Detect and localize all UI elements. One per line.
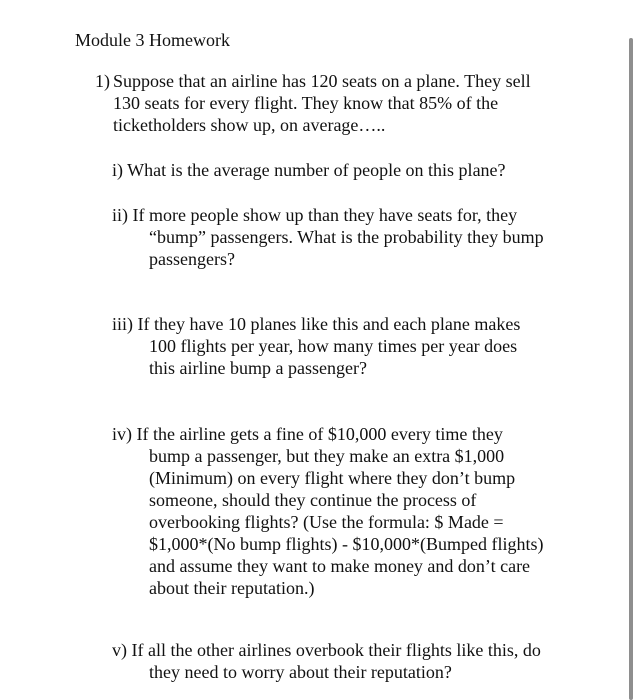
subquestion-iv: [112, 423, 582, 599]
subquestion-line: this airline bump a passenger?: [149, 358, 367, 378]
subquestion-line: iv) If the airline gets a fine of $10,000 every time they: [112, 424, 503, 444]
subquestion-i: [112, 159, 582, 181]
subquestion-line: $1,000*(No bump flights) - $10,000*(Bumped flights): [149, 534, 544, 554]
subquestion-line: i) What is the average number of people on this plane?: [112, 160, 506, 180]
question-intro-line: ticketholders show up, on average…..: [113, 115, 386, 135]
subquestion-line: iii) If they have 10 planes like this and each plane makes: [112, 314, 521, 334]
subquestion-v: [112, 639, 582, 683]
subquestion-line: and assume they want to make money and don’t care: [149, 556, 531, 576]
subquestion-line: overbooking flights? (Use the formula: $ Made =: [149, 512, 504, 532]
subquestion-ii: [112, 204, 582, 270]
subquestion-iii: [112, 313, 582, 379]
subquestion-line: bump a passenger, but they make an extra $1,000: [149, 446, 505, 466]
subquestion-line: v) If all the other airlines overbook their flights like this, do: [112, 640, 541, 660]
subquestion-line: (Minimum) on every flight where they don’t bump: [149, 468, 516, 488]
question-intro-line: 130 seats for every flight. They know that 85% of the: [113, 93, 499, 113]
subquestion-line: ii) If more people show up than they have seats for, they: [112, 205, 518, 225]
subquestion-line: they need to worry about their reputation?: [149, 662, 452, 682]
question-intro-line: Suppose that an airline has 120 seats on a plane. They sell: [113, 71, 531, 91]
subquestion-line: passengers?: [149, 249, 235, 269]
question-number: 1): [95, 71, 110, 91]
subquestion-line: someone, should they continue the process of: [149, 490, 477, 510]
subquestion-line: about their reputation.): [149, 578, 315, 598]
vertical-scrollbar[interactable]: [629, 38, 633, 700]
subquestion-line: “bump” passengers. What is the probability they bump: [149, 227, 544, 247]
question-intro: [113, 70, 583, 136]
subquestion-line: 100 flights per year, how many times per year does: [149, 336, 518, 356]
page-title: Module 3 Homework: [75, 30, 230, 50]
